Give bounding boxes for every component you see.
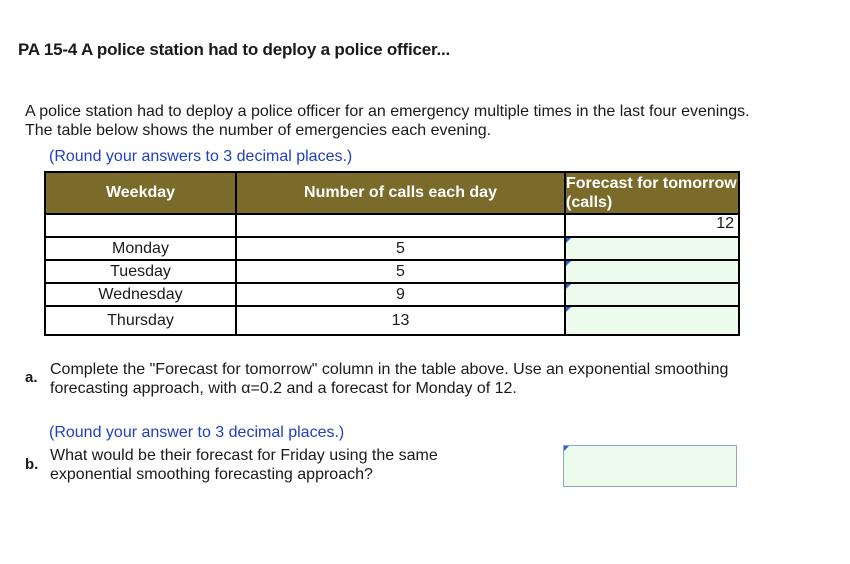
part-a-label: a. (25, 369, 38, 386)
forecast-input-wednesday[interactable] (565, 283, 739, 306)
table-row (45, 306, 739, 335)
weekday-cell: Tuesday (45, 260, 236, 283)
header-forecast: Forecast for tomorrow (calls) (565, 172, 739, 214)
weekday-cell: Thursday (45, 306, 236, 335)
forecast-table (44, 171, 740, 336)
forecast-input-thursday[interactable] (565, 306, 739, 335)
table-row (45, 283, 739, 306)
problem-intro: A police station had to deploy a police officer for an emergency multiple times in the last four evenings. The table below shows the number of emergencies each evening. (25, 103, 750, 139)
header-weekday: Weekday (45, 172, 236, 214)
part-b-rounding-note: (Round your answer to 3 decimal places.) (49, 424, 345, 441)
calls-cell: 5 (236, 237, 565, 260)
table-row (45, 260, 739, 283)
rounding-note: (Round your answers to 3 decimal places.) (49, 148, 353, 165)
header-calls: Number of calls each day (236, 172, 565, 214)
part-b-question: What would be their forecast for Friday using the same exponential smoothing forecasting approach? (50, 447, 438, 483)
part-b-label: b. (25, 456, 39, 473)
weekday-cell: Monday (45, 237, 236, 260)
weekday-cell: Wednesday (45, 283, 236, 306)
table-row-initial (45, 214, 739, 237)
initial-forecast-value: 12 (565, 214, 739, 237)
calls-cell: 9 (236, 283, 565, 306)
part-a-question: Complete the "Forecast for tomorrow" column in the table above. Use an exponential smoothing forecasting approach, with α=0.2 and a forecast for Monday of 12. (50, 361, 729, 397)
table-row (45, 237, 739, 260)
friday-forecast-input[interactable] (563, 445, 737, 487)
table-header-row (45, 172, 739, 214)
calls-cell: 5 (236, 260, 565, 283)
forecast-input-monday[interactable] (565, 237, 739, 260)
calls-cell: 13 (236, 306, 565, 335)
empty-cell (45, 214, 236, 237)
forecast-input-tuesday[interactable] (565, 260, 739, 283)
empty-cell (236, 214, 565, 237)
page-title: PA 15-4 A police station had to deploy a police officer... (18, 40, 451, 59)
